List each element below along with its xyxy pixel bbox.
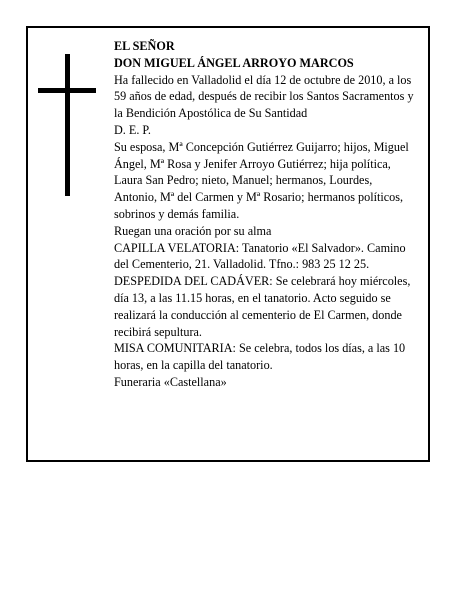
notice-text	[114, 38, 414, 391]
cross-horizontal-bar	[38, 88, 96, 93]
death-announcement: Ha fallecido en Valladolid el día 12 de octubre de 2010, a los 59 años de edad, después de recibir los Santos Sacramentos y la Bendición Apostólica de Su Santidad	[114, 72, 414, 121]
rest-in-peace: D. E. P.	[114, 122, 151, 137]
chapel-info: CAPILLA VELATORIA: Tanatorio «El Salvador». Camino del Cementerio, 21. Valladolid. Tfno.: 983 25 12 25.	[114, 240, 406, 272]
farewell-info: DESPEDIDA DEL CADÁVER: Se celebrará hoy miércoles, día 13, a las 11.15 horas, en el tanatorio. Acto seguido se realizará la conducción al cementerio de El Carmen, donde recibirá sepultura.	[114, 274, 411, 339]
cross-icon	[38, 54, 96, 196]
deceased-title: EL SEÑOR	[114, 39, 175, 53]
funeral-home: Funeraria «Castellana»	[114, 374, 227, 389]
mass-info: MISA COMUNITARIA: Se celebra, todos los días, a las 10 horas, en la capilla del tanatorio.	[114, 341, 406, 373]
cross-vertical-bar	[65, 54, 70, 196]
prayer-request: Ruegan una oración por su alma	[114, 223, 272, 238]
deceased-name: DON MIGUEL ÁNGEL ARROYO MARCOS	[114, 55, 354, 70]
family-members: Su esposa, Mª Concepción Gutiérrez Guijarro; hijos, Miguel Ángel, Mª Rosa y Jenifer Arroyo Gutiérrez; hija política, Laura San Pedro; nieto, Manuel; hermanos, Lourdes, Antonio, Mª del Carmen y Mª Rosario; hermanos políticos, sobrinos y demás familia.	[114, 139, 409, 221]
